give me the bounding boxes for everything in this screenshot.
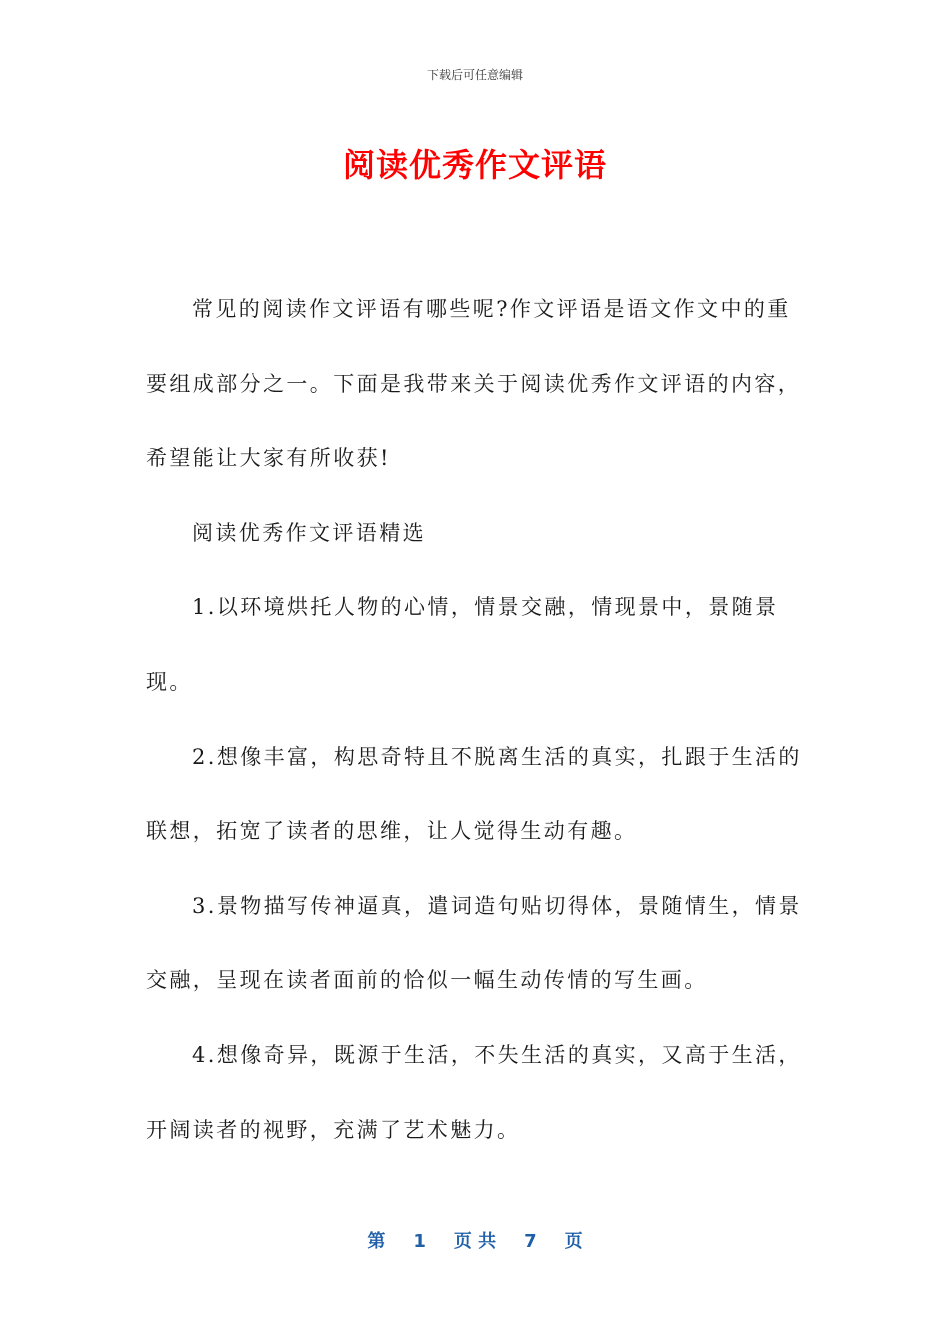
page-footer (0, 1227, 950, 1253)
comment-item-3: 3.景物描写传神逼真，遣词造句贴切得体，景随情生，情景交融，呈现在读者面前的恰似一幅生动传情的写生画。 (146, 893, 802, 993)
footer-total-suffix: 页 (564, 1231, 583, 1252)
section-heading: 阅读优秀作文评语精选 (192, 520, 426, 545)
comment-item-4: 4.想像奇异，既源于生活，不失生活的真实，又高于生活，开阔读者的视野，充满了艺术魅力。 (146, 1042, 802, 1142)
document-title: 阅读优秀作文评语 (342, 146, 607, 184)
comment-item-2: 2.想像丰富，构思奇特且不脱离生活的真实，扎跟于生活的联想，拓宽了读者的思维，让人觉得生动有趣。 (146, 744, 802, 844)
footer-total-label: 共 (478, 1231, 497, 1252)
footer-current-page: 1 (413, 1231, 426, 1252)
footer-page-suffix: 页 (453, 1231, 472, 1252)
footer-page-label: 第 (367, 1231, 386, 1252)
intro-paragraph: 常见的阅读作文评语有哪些呢?作文评语是语文作文中的重要组成部分之一。下面是我带来关于阅读优秀作文评语的内容，希望能让大家有所收获! (146, 297, 802, 471)
document-body (146, 272, 806, 1167)
comment-item-1: 1.以环境烘托人物的心情，情景交融，情现景中，景随景现。 (146, 595, 779, 694)
page-header: 下载后可任意编辑 (426, 68, 523, 82)
footer-total-pages: 7 (524, 1231, 537, 1252)
